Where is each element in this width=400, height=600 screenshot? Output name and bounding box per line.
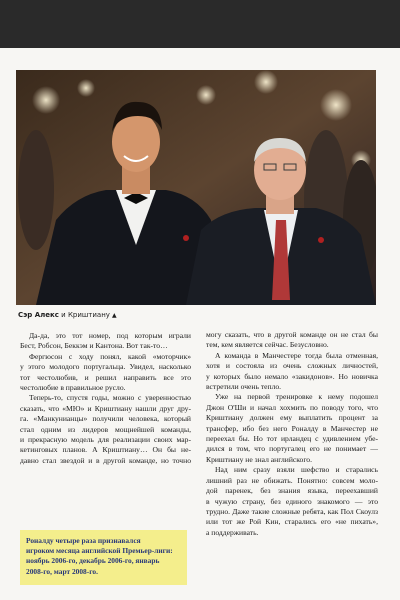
text-line: в чужую страну, без единого знакомого — это <box>206 496 378 506</box>
text-line: А команда в Манчестере тогда была отменная, <box>215 350 378 360</box>
caption-name-2: Криштиану <box>67 311 110 319</box>
text-line: га. «Манкунианцы» получили человека, который <box>20 414 191 424</box>
caption-marker-icon: ▲ <box>111 312 117 319</box>
photo-illustration <box>16 70 376 305</box>
callout-line: игроком месяца английской Премьер-лиги: <box>26 546 173 556</box>
text-line: или тот же Рой Кин, старались его «не пихать», <box>206 517 378 527</box>
text-line: тем, кем является сейчас. Безусловно. <box>206 340 329 350</box>
text-line: кетинговых планов. А Криштиану… Он бы не- <box>20 445 191 455</box>
text-line: встретили очень тепло. <box>206 382 282 392</box>
body-column-right <box>206 330 378 538</box>
text-line: дился в том, что португалец его не понимает — <box>206 444 378 454</box>
text-line: сказать, что «МЮ» и Криштиану нашли друг дру- <box>20 403 191 413</box>
text-line: а поддерживать. <box>206 527 259 537</box>
text-line: Бест, Робсон, Беккэм и Кантона. Вот так-то… <box>20 341 168 351</box>
photo-ronaldo-ferguson <box>16 70 376 305</box>
text-line: Уже на первой тренировке к нему подошел <box>215 392 378 402</box>
text-line: трудно. Даже такие сложные ребята, как Пол Скоулз <box>206 506 378 516</box>
text-line: давно стал звездой и в другой команде, но точно <box>20 455 191 465</box>
caption-names: Сэр Алекс <box>18 311 59 319</box>
text-line: честолюбие в правильное русло. <box>20 383 126 393</box>
text-line: у этого молодого португальца. Увидел, насколько <box>20 362 191 372</box>
callout-line: 2008-го, март 2008-го. <box>26 566 98 576</box>
text-line: лишний раз не обижать. Понятно: совсем моло- <box>206 475 378 485</box>
callout-line: Роналду четыре раза признавался <box>26 536 141 545</box>
text-line: дой паренек, без знания языка, переехавший <box>206 486 378 496</box>
text-line: Да-да, это тот номер, под которым играли <box>29 331 191 340</box>
text-line: хотя и состояла из очень сложных личностей, <box>206 361 378 371</box>
caption-conjunction: и <box>58 311 68 319</box>
text-line: Фергюсон с ходу понял, какой «моторчик» <box>29 351 191 361</box>
text-line: и прекрасную модель для реализации своих мар- <box>20 435 191 445</box>
photo-caption <box>18 311 117 319</box>
fact-callout-box <box>20 530 187 585</box>
text-line: стал одним из лидеров мощнейшей команды, <box>20 424 191 434</box>
book-page <box>0 48 400 600</box>
text-line: трансфер, ибо без него Роналду в Манчестер не <box>206 423 378 433</box>
text-line: Теперь-то, спустя годы, можно с уверенностью <box>29 393 191 403</box>
text-line: Джон О'Ши и начал хохмить по поводу того, что <box>206 402 378 412</box>
body-column-left <box>20 331 191 466</box>
text-line: тот честолюбив, и решил направить все это <box>20 372 191 382</box>
text-line: Криштиану не знал английского. <box>206 454 312 464</box>
callout-line: ноябрь 2006-го, декабрь 2006-го, январь <box>26 556 160 566</box>
text-line: Над ним сразу взяли шефство и старались <box>215 465 378 475</box>
text-line: могу сказать, что в другой команде он не стал бы <box>206 330 378 339</box>
text-line: Криштиану должен ему выплатить процент за <box>206 413 378 423</box>
text-line: переехал бы. Но тот ирландец с удивлением убе- <box>206 434 378 444</box>
text-line: у которых было немало «закидонов». Но новичка <box>206 371 378 381</box>
